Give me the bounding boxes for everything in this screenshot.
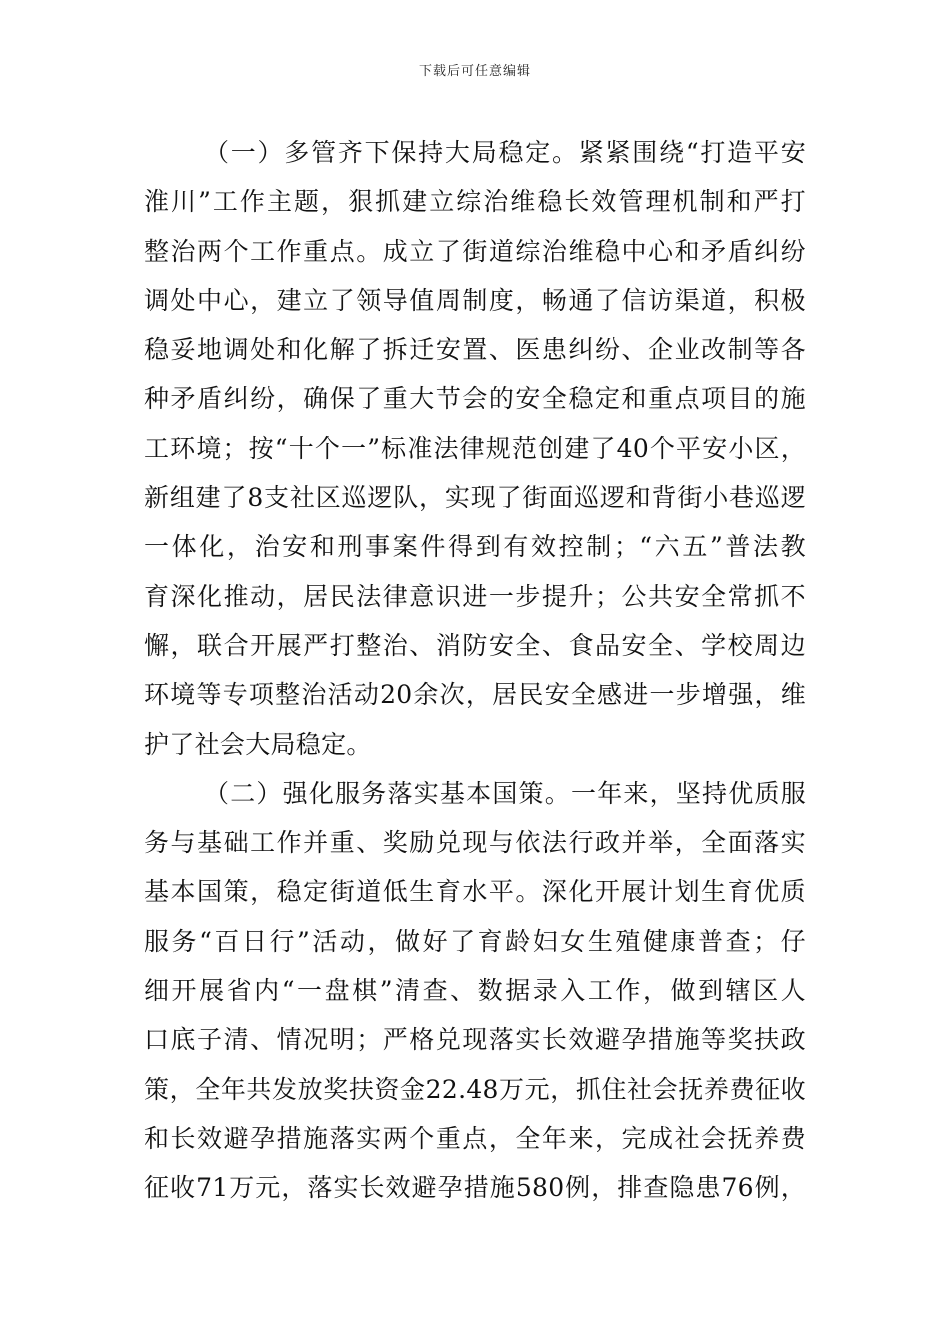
text-line: 稳妥地调处和化解了拆迁安置、医患纠纷、企业改制等各 <box>144 335 806 365</box>
text-line: 征收71万元，落实长效避孕措施580例，排查隐患76例， <box>144 1173 806 1203</box>
page-header-note: 下载后可任意编辑 <box>418 64 531 79</box>
text-line: （一）多管齐下保持大局稳定。紧紧围绕“打造平安 <box>204 138 806 167</box>
paragraph-public-security <box>144 128 806 769</box>
text-line: （二）强化服务落实基本国策。一年来，坚持优质服 <box>204 778 806 808</box>
text-line: 基本国策，稳定街道低生育水平。深化开展计划生育优质 <box>144 877 806 907</box>
text-line: 一体化，治安和刑事案件得到有效控制；“六五”普法教 <box>144 532 806 562</box>
paragraph-family-planning <box>144 769 806 1213</box>
text-line: 调处中心，建立了领导值周制度，畅通了信访渠道，积极 <box>144 285 806 315</box>
text-line: 口底子清、情况明；严格兑现落实长效避孕措施等奖扶政 <box>144 1025 806 1055</box>
text-line: 懈，联合开展严打整治、消防安全、食品安全、学校周边 <box>144 630 806 660</box>
text-line: 务与基础工作并重、奖励兑现与依法行政并举，全面落实 <box>144 828 806 858</box>
text-line: 种矛盾纠纷，确保了重大节会的安全稳定和重点项目的施 <box>144 384 806 414</box>
text-line: 和长效避孕措施落实两个重点，全年来，完成社会抚养费 <box>144 1123 806 1153</box>
document-body <box>144 128 806 1213</box>
text-line: 细开展省内“一盘棋”清查、数据录入工作，做到辖区人 <box>144 976 806 1006</box>
text-line: 新组建了8支社区巡逻队，实现了街面巡逻和背街小巷巡逻 <box>144 483 806 513</box>
text-line: 淮川”工作主题，狠抓建立综治维稳长效管理机制和严打 <box>144 187 806 217</box>
text-line: 整治两个工作重点。成立了街道综治维稳中心和矛盾纠纷 <box>144 236 806 266</box>
text-line: 护了社会大局稳定。 <box>144 729 372 759</box>
text-line: 策，全年共发放奖扶资金22.48万元，抓住社会抚养费征收 <box>144 1074 806 1104</box>
text-line: 育深化推动，居民法律意识进一步提升；公共安全常抓不 <box>144 581 806 611</box>
text-line: 服务“百日行”活动，做好了育龄妇女生殖健康普查；仔 <box>144 926 806 956</box>
text-line: 环境等专项整治活动20余次，居民安全感进一步增强，维 <box>144 680 806 710</box>
text-line: 工环境；按“十个一”标准法律规范创建了40个平安小区， <box>144 433 806 463</box>
